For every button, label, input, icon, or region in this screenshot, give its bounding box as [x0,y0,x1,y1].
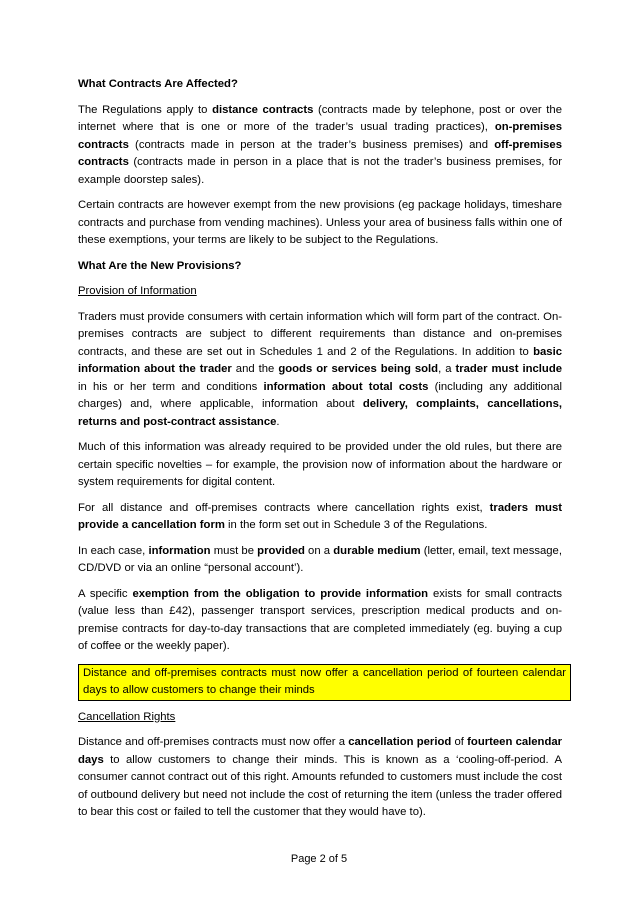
text-run-4: on a [304,544,334,557]
bold-run-7: information about total costs [263,380,429,393]
text-run-2: (contracts made by telephone, post or over the internet where that is one or more of the trader’s usual trading practices), [78,103,562,133]
subheading-cancellation-rights: Cancellation Rights [78,710,176,723]
page-content [78,76,566,830]
text-run-2: exists for small contracts (value less than £42), passenger transport services, prescription medical products and on-premise contracts for day-to-day transactions that are completed immediately (eg. buying a cup of coffee or the weekly paper). [78,587,563,652]
text-run-10: . [276,415,280,428]
bold-run-3: provided [257,544,305,557]
text-run-4: to allow customers to change their minds. This is known as a ‘cooling-off-period. A consumer cannot contract out of this right. Amounts refunded to customers must include the cost of outbound delivery but need not include the cost of returning the item (unless the trader offered to bear this cost or failed to tell the customer that they would have to). [78,753,562,818]
text-run-2: in the form set out in Schedule 3 of the Regulations. [224,519,488,531]
paragraph-cancellation-period [78,734,562,822]
bold-run-1: cancellation period [348,736,452,748]
bold-run-1: exemption from the obligation to provide information [132,587,429,600]
bold-run-3: goods or services being sold [278,363,439,375]
bold-run-5: off-premises contracts [78,138,562,168]
paragraph-regulations-apply [78,102,562,190]
text-run-8: (including any additional charges) and, where applicable, information about [78,380,562,410]
text-run-0: Traders must provide consumers with certain information which will form part of the contract. On-premises contracts are subject to different requirements than distance and on-premises contracts, and these are set out in Schedules 1 and 2 of the Regulations. In addition to [78,310,562,358]
paragraph-trader-information [78,309,562,432]
bold-run-1: information [148,544,211,557]
heading-new-provisions: What Are the New Provisions? [78,259,242,272]
paragraph-novelties: Much of this information was already required to be provided under the old rules, but there are certain specific novelties – for example, the provision now of information about the hardware or system requirements for digital content. [78,441,562,488]
text-run-0: For all distance and off-premises contracts where cancellation rights exist, [78,501,490,514]
bold-run-3: on-premises contracts [78,121,562,151]
bold-run-9: delivery, complaints, cancellations, returns and post-contract assistance [78,398,562,428]
bold-run-5: durable medium [333,544,421,557]
text-run-4: (contracts made in person at the trader’s business premises) and [128,138,495,151]
bold-run-1: basic information about the trader [78,345,562,375]
text-run-0: Distance and off-premises contracts must now offer a [78,736,349,748]
text-run-4: , a [438,363,456,375]
text-run-2: must be [210,544,258,557]
page-number-footer: Page 2 of 5 [290,853,348,865]
text-run-6: in his or her term and conditions [78,380,264,393]
text-run-6: (letter, email, text message, CD/DVD or via an online “personal account’). [78,544,562,574]
paragraph-cancellation-form [78,500,562,535]
text-run-2: and the [231,363,279,375]
heading-contracts-affected: What Contracts Are Affected? [78,78,238,90]
subheading-provision-of-information: Provision of Information [78,285,197,297]
text-run-0: In each case, [78,544,149,557]
text-run-0: A specific [78,587,133,600]
paragraph-exemption [78,586,562,656]
text-run-2: of [451,736,468,748]
highlight-callout: Distance and off-premises contracts must now offer a cancellation period of fourteen calendar days to allow customers to change their minds [78,664,571,701]
paragraph-durable-medium [78,543,562,578]
text-run-0: The Regulations apply to [78,103,213,116]
bold-run-1: traders must provide a cancellation form [78,501,562,531]
bold-run-5: trader must include [455,363,563,375]
paragraph-exemptions: Certain contracts are however exempt from the new provisions (eg package holidays, timeshare contracts and purchase from vending machines). Unless your area of business falls within one of these exemptions, your terms are likely to be subject to the Regulations. [78,199,562,246]
bold-run-1: distance contracts [212,103,314,116]
text-run-6: (contracts made in person in a place that is not the trader’s business premises, for example doorstep sales). [78,156,562,186]
bold-run-3: fourteen calendar days [78,736,563,766]
